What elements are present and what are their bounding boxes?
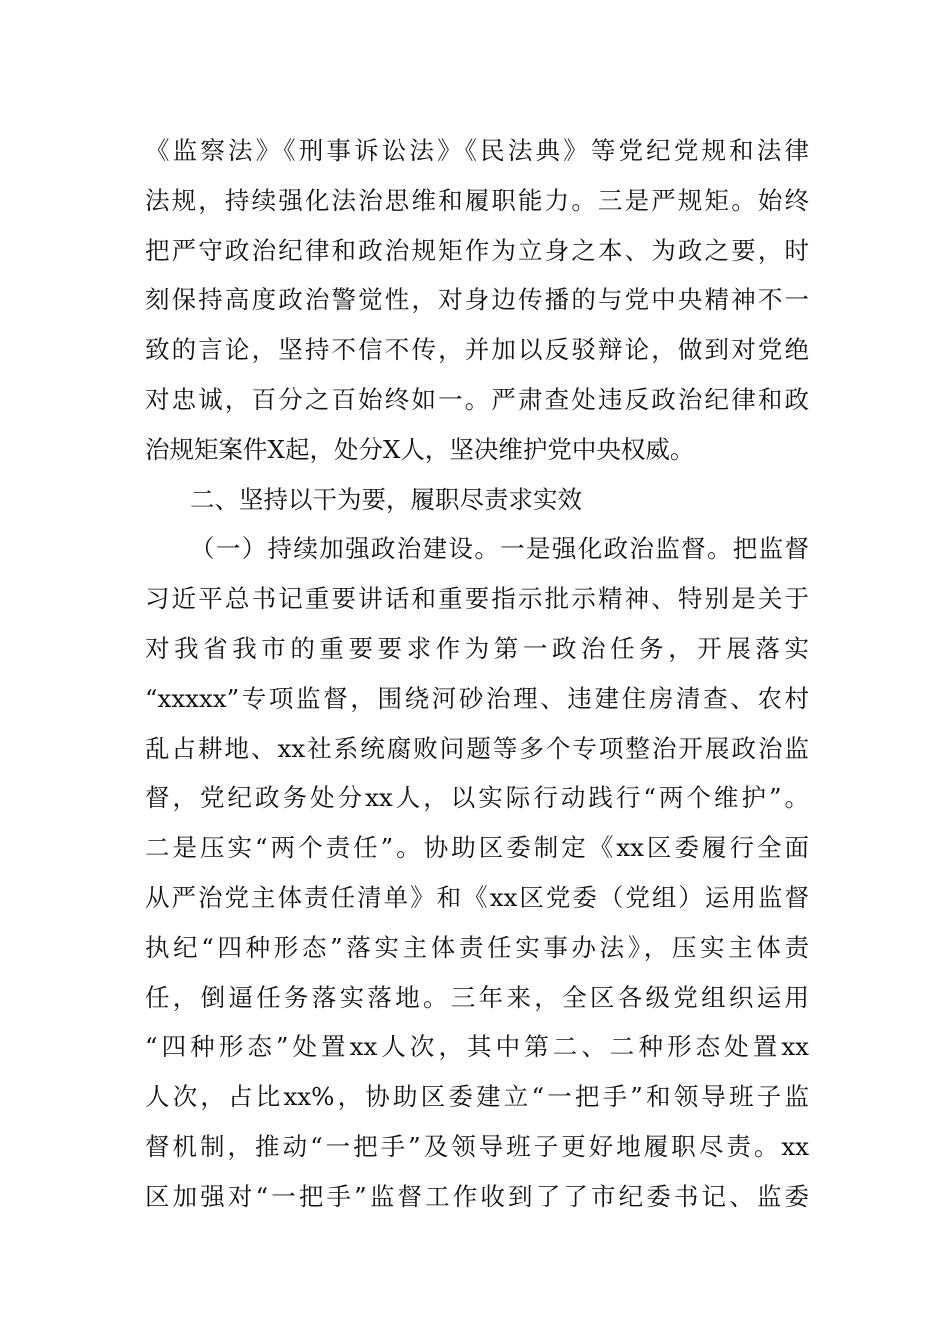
- subsection-line-1: （一）持续加强政治建设。一是强化政治监督。把监督: [190, 534, 809, 564]
- text-line-13: 乱占耕地、xx社系统腐败问题等多个专项整治开展政治监: [145, 733, 809, 763]
- text-line-15: 二是压实“两个责任”。协助区委制定《xx区委履行全面: [145, 833, 809, 863]
- text-line-16: 从严治党主体责任清单》和《xx区党委（党组）运用监督: [145, 882, 809, 912]
- text-line-19: “四种形态”处置xx人次，其中第二、二种形态处置xx: [145, 1032, 809, 1062]
- text-line-4: 刻保持高度政治警觉性，对身边传播的与党中央精神不一: [145, 285, 809, 315]
- text-line-20: 人次，占比xx%，协助区委建立“一把手”和领导班子监: [145, 1082, 809, 1112]
- text-line-5: 致的言论，坚持不信不传，并加以反驳辩论，做到对党绝: [145, 335, 809, 365]
- text-line-10: 习近平总书记重要讲话和重要指示批示精神、特别是关于: [145, 584, 809, 614]
- text-line-11: 对我省我市的重要要求作为第一政治任务，开展落实: [145, 633, 809, 663]
- document-body: [145, 126, 809, 1222]
- text-line-1: 《监察法》《刑事诉讼法》《民法典》等党纪党规和法律: [145, 136, 809, 165]
- text-line-14: 督，党纪政务处分xx人，以实际行动践行“两个维护”。: [145, 783, 809, 813]
- section-heading: 二、坚持以干为要，履职尽责求实效: [190, 484, 582, 514]
- text-line-7: 治规矩案件X起，处分X人，坚决维护党中央权威。: [145, 434, 695, 464]
- text-line-6: 对忠诚，百分之百始终如一。严肃查处违反政治纪律和政: [145, 384, 809, 414]
- text-line-17: 执纪“四种形态”落实主体责任实事办法》，压实主体责: [145, 932, 809, 962]
- text-line-2: 法规，持续强化法治思维和履职能力。三是严规矩。始终: [145, 185, 809, 215]
- text-line-18: 任，倒逼任务落实落地。三年来，全区各级党组织运用: [145, 982, 809, 1012]
- text-line-12: “xxxxx”专项监督，围绕河砂治理、违建住房清查、农村: [145, 683, 809, 713]
- text-line-21: 督机制，推动“一把手”及领导班子更好地履职尽责。xx: [145, 1131, 809, 1161]
- text-line-3: 把严守政治纪律和政治规矩作为立身之本、为政之要，时: [145, 235, 809, 265]
- text-line-22: 区加强对“一把手”监督工作收到了了市纪委书记、监委: [145, 1181, 809, 1211]
